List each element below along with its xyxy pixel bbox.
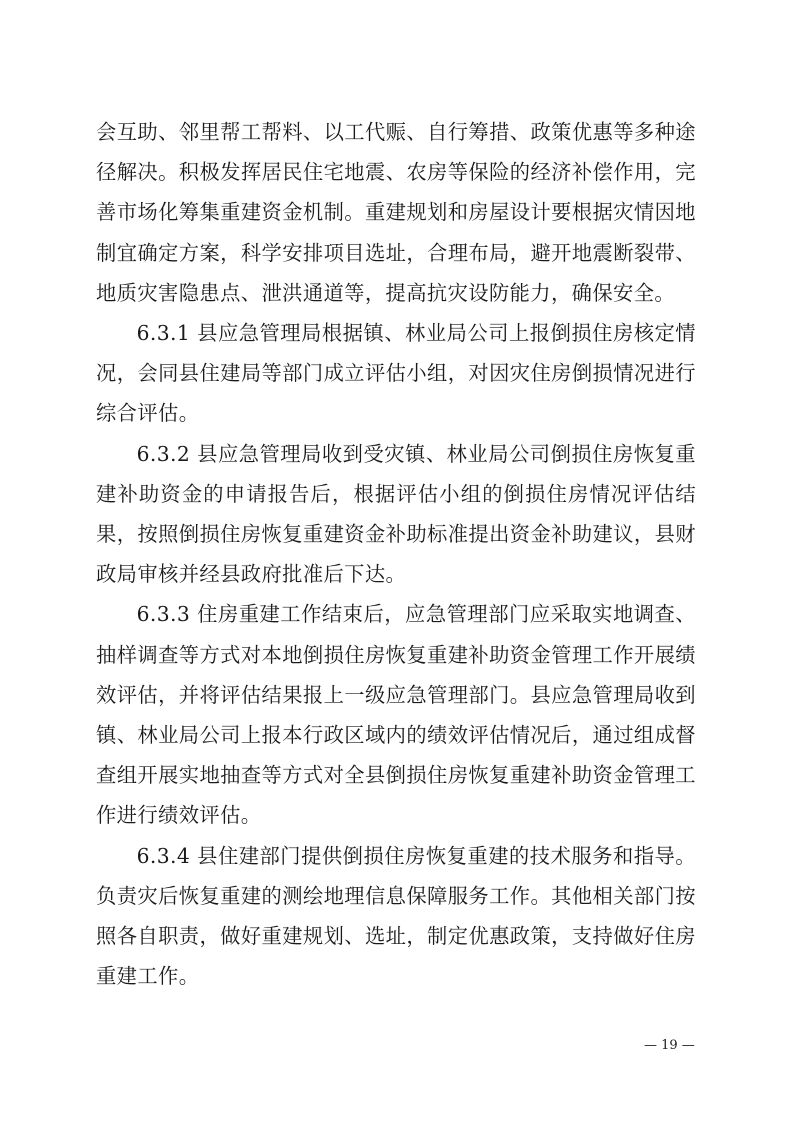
page-number: — 19 — xyxy=(644,1038,695,1053)
paragraph-6-3-2: 6.3.2 县应急管理局收到受灾镇、林业局公司倒损住房恢复重建补助资金的申请报告后，根据评估小组的倒损住房情况评估结果，按照倒损住房恢复重建资金补助标准提出资金补助建议，县财政局审核并经县政府批准后下达。 xyxy=(96,441,696,587)
paragraph-6-3-4: 6.3.4 县住建部门提供倒损住房恢复重建的技术服务和指导。负责灾后恢复重建的测绘地理信息保障服务工作。其他相关部门按照各自职责，做好重建规划、选址，制定优惠政策，支持做好住房重建工作。 xyxy=(96,843,696,989)
body-text xyxy=(96,112,696,996)
paragraph-6-3-3: 6.3.3 住房重建工作结束后，应急管理部门应采取实地调查、抽样调查等方式对本地倒损住房恢复重建补助资金管理工作开展绩效评估，并将评估结果报上一级应急管理部门。县应急管理局收到镇、林业局公司上报本行政区域内的绩效评估情况后，通过组成督查组开展实地抽查等方式对全县倒损住房恢复重建补助资金管理工作进行绩效评估。 xyxy=(96,602,696,828)
paragraph-continuation: 会互助、邻里帮工帮料、以工代赈、自行筹措、政策优惠等多种途径解决。积极发挥居民住宅地震、农房等保险的经济补偿作用，完善市场化筹集重建资金机制。重建规划和房屋设计要根据灾情因地制宜确定方案，科学安排项目选址，合理布局，避开地震断裂带、地质灾害隐患点、泄洪通道等，提高抗灾设防能力，确保安全。 xyxy=(96,120,696,305)
paragraph-6-3-1: 6.3.1 县应急管理局根据镇、林业局公司上报倒损住房核定情况，会同县住建局等部门成立评估小组，对因灾住房倒损情况进行综合评估。 xyxy=(96,321,696,426)
